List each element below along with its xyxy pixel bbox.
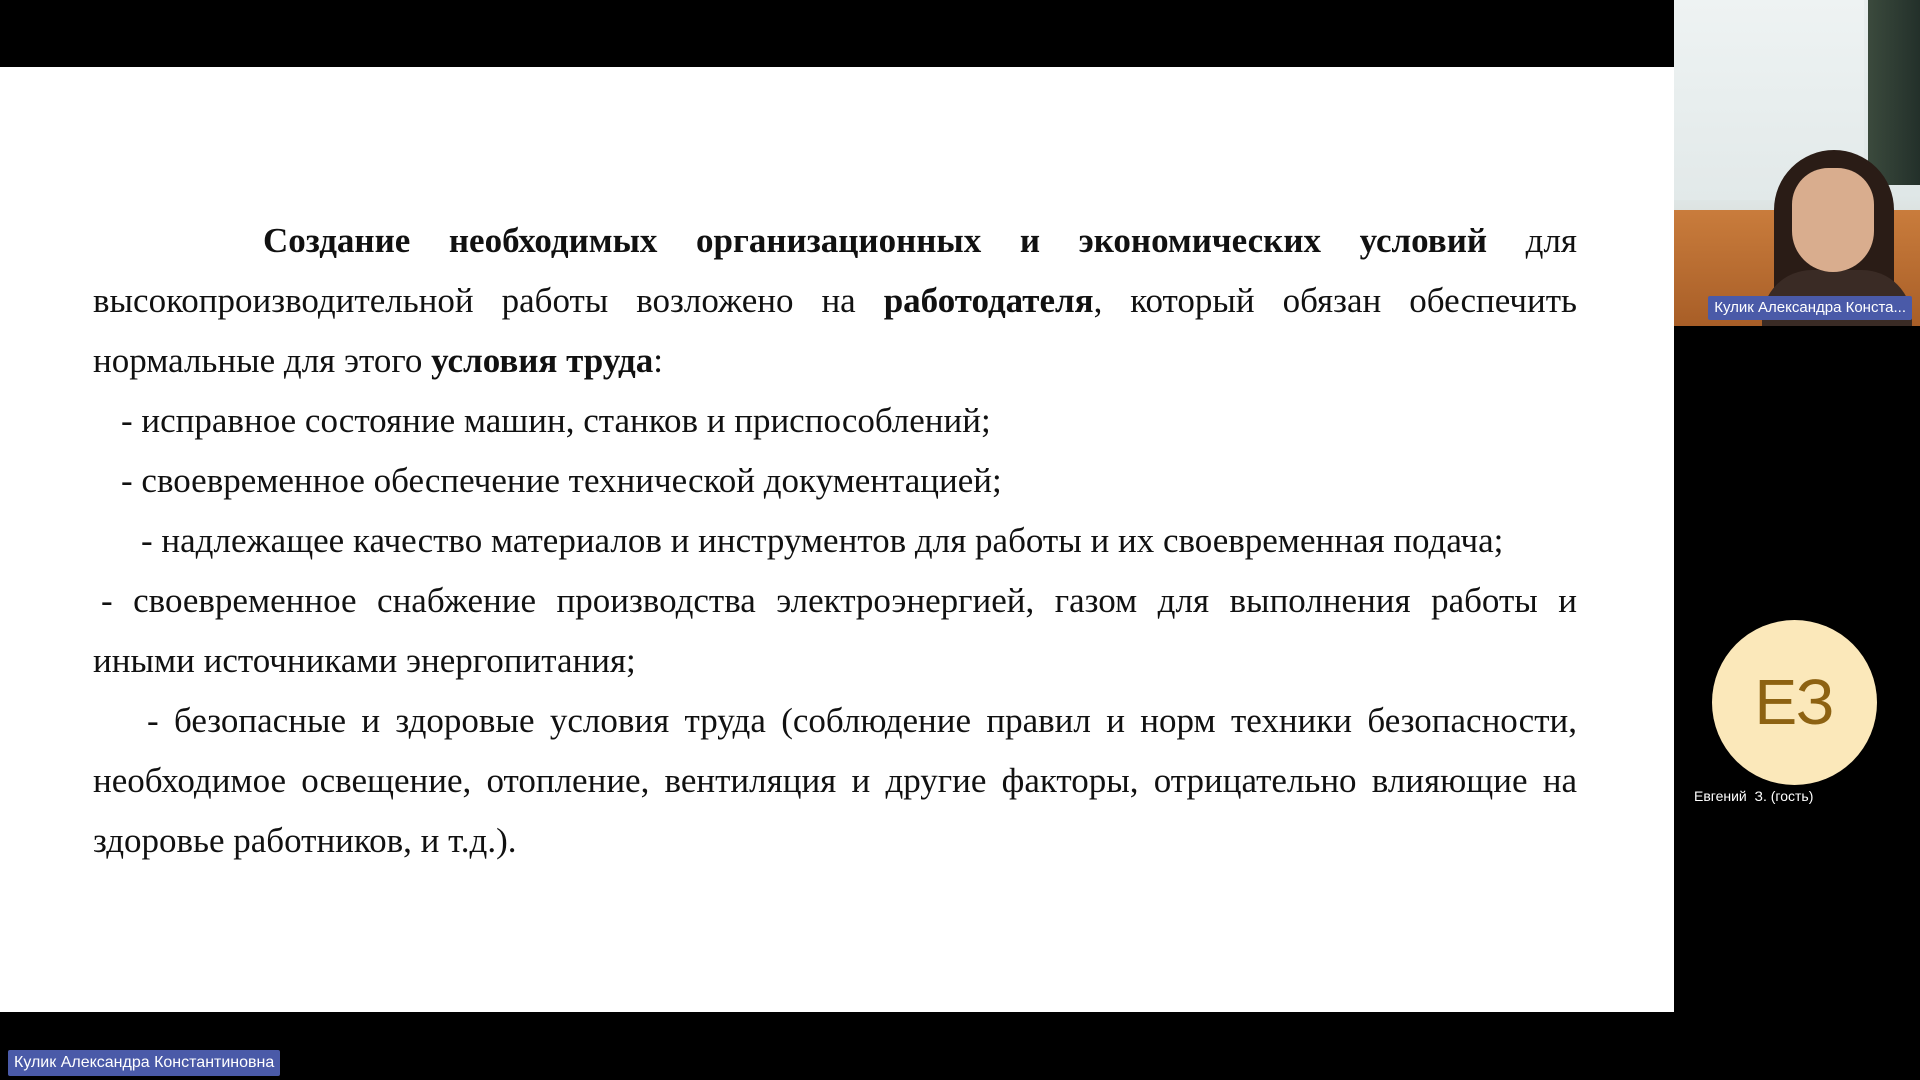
slide-list-item: - надлежащее качество материалов и инструментов для работы и их своевременная подача; xyxy=(141,521,1504,560)
bold-phrase-conditions: Создание необходимых организационных и экономических условий xyxy=(263,221,1488,260)
participant-video-tile[interactable] xyxy=(1674,0,1920,326)
slide-list-item: - своевременное снабжение производства электроэнергией, газом для выполнения работы и иными источниками энергопитания; xyxy=(93,581,1577,680)
slide-list-item: - исправное состояние машин, станков и приспособлений; xyxy=(121,401,991,440)
slide-paragraph-intro xyxy=(93,211,1577,391)
intro-text-1: для высокопроизводительной работы возложено на xyxy=(93,221,1578,320)
intro-text-2: , который обязан обеспечить нормальные для этого xyxy=(93,281,1577,380)
presentation-slide xyxy=(0,67,1674,1012)
bold-phrase-employer: работодателя xyxy=(883,281,1094,320)
presenter-name-badge: Кулик Александра Константиновна xyxy=(8,1050,280,1076)
participants-panel xyxy=(1674,0,1920,1080)
intro-text-3: : xyxy=(653,341,663,380)
participant-face xyxy=(1792,168,1874,272)
bold-phrase-work-conditions: условия труда xyxy=(431,341,654,380)
video-tile-name-badge: Кулик Александра Конста... xyxy=(1708,296,1912,320)
video-background-board xyxy=(1868,0,1920,185)
guest-avatar[interactable]: ЕЗ xyxy=(1712,620,1877,785)
slide-list-item: - безопасные и здоровые условия труда (соблюдение правил и норм техники безопасности, необходимое освещение, отопление, вентиляция и другие факторы, отрицательно влияющие на здоровье работников, и т.д.). xyxy=(93,701,1577,860)
guest-name-label: Евгений З. (гость) xyxy=(1694,788,1814,804)
slide-list-item: - своевременное обеспечение технической документацией; xyxy=(121,461,1002,500)
slide-body xyxy=(93,211,1577,871)
